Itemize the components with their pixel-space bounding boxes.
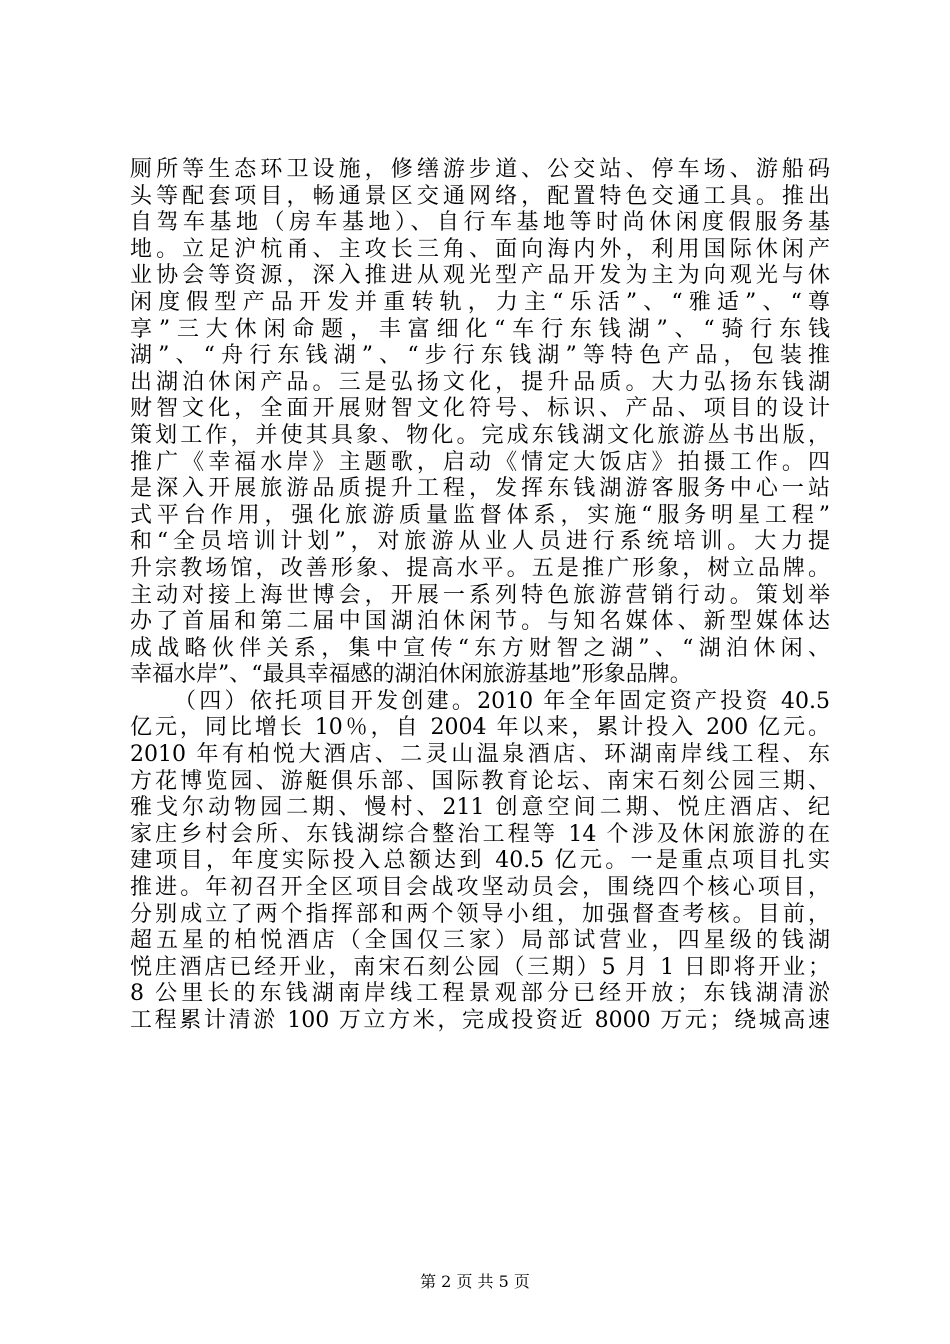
text-line: 业协会等资源，深入推进从观光型产品开发为主为向观光与休: [130, 263, 830, 289]
paragraph-end-line: 幸福水岸”、“最具幸福感的湖泊休闲旅游基地”形象品牌。: [130, 662, 692, 688]
text-line: 分别成立了两个指挥部和两个领导小组，加强督查考核。目前，: [130, 901, 830, 927]
text-line: 工程累计清淤 100 万立方米，完成投资近 8000 万元；绕城高速: [130, 1008, 830, 1033]
text-line: 推进。年初召开全区项目会战攻坚动员会，围绕四个核心项目，: [130, 875, 830, 901]
text-line: 悦庄酒店已经开业，南宋石刻公园（三期）5 月 1 日即将开业；: [130, 954, 830, 980]
text-line: 自驾车基地（房车基地）、自行车基地等时尚休闲度假服务基: [130, 210, 830, 236]
text-line: 主动对接上海世博会，开展一系列特色旅游营销行动。策划举: [130, 582, 830, 608]
text-line: 建项目，年度实际投入总额达到 40.5 亿元。一是重点项目扎实: [130, 848, 830, 874]
text-line: 方花博览园、游艇俱乐部、国际教育论坛、南宋石刻公园三期、: [130, 768, 830, 794]
text-line: 地。立足沪杭甬、主攻长三角、面向海内外，利用国际休闲产: [130, 236, 830, 262]
text-line: 升宗教场馆，改善形象、提高水平。五是推广形象，树立品牌。: [130, 555, 830, 581]
text-line: 超五星的柏悦酒店（全国仅三家）局部试营业，四星级的钱湖: [130, 928, 830, 954]
text-line: 8 公里长的东钱湖南岸线工程景观部分已经开放；东钱湖清淤: [130, 981, 830, 1007]
text-line: 2010 年有柏悦大酒店、二灵山温泉酒店、环湖南岸线工程、东: [130, 742, 830, 768]
text-line: 亿元，同比增长 10％，自 2004 年以来，累计投入 200 亿元。: [130, 715, 830, 741]
text-line: 雅戈尔动物园二期、慢村、211 创意空间二期、悦庄酒店、纪: [130, 795, 830, 821]
text-line: 财智文化，全面开展财智文化符号、标识、产品、项目的设计: [130, 396, 830, 422]
page-number-footer: 第 2 页 共 5 页: [420, 1272, 530, 1291]
text-line: 家庄乡村会所、东钱湖综合整治工程等 14 个涉及休闲旅游的在: [130, 821, 830, 847]
section-heading-line: （四）依托项目开发创建。2010 年全年固定资产投资 40.5: [174, 688, 830, 714]
text-line: 成战略伙伴关系，集中宣传“东方财智之湖”、“湖泊休闲、: [130, 635, 830, 661]
text-line: 湖”、“舟行东钱湖”、“步行东钱湖”等特色产品，包装推: [130, 343, 830, 369]
text-line: 出湖泊休闲产品。三是弘扬文化，提升品质。大力弘扬东钱湖: [130, 369, 830, 395]
text-line: 闲度假型产品开发并重转轨，力主“乐活”、“雅适”、“尊: [130, 289, 830, 315]
text-line: 推广《幸福水岸》主题歌，启动《情定大饭店》拍摄工作。四: [130, 449, 830, 475]
text-line: 头等配套项目，畅通景区交通网络，配置特色交通工具。推出: [130, 183, 830, 209]
body-text: [130, 157, 830, 1035]
text-line: 是深入开展旅游品质提升工程，发挥东钱湖游客服务中心一站: [130, 476, 830, 502]
text-line: 式平台作用，强化旅游质量监督体系，实施“服务明星工程”: [130, 502, 830, 528]
text-line: 享”三大休闲命题，丰富细化“车行东钱湖”、“骑行东钱: [130, 316, 830, 342]
text-line: 策划工作，并使其具象、物化。完成东钱湖文化旅游丛书出版，: [130, 422, 830, 448]
text-line: 办了首届和第二届中国湖泊休闲节。与知名媒体、新型媒体达: [130, 609, 830, 635]
text-line: 和“全员培训计划”，对旅游从业人员进行系统培训。大力提: [130, 529, 830, 555]
text-line: 厕所等生态环卫设施，修缮游步道、公交站、停车场、游船码: [130, 157, 830, 182]
